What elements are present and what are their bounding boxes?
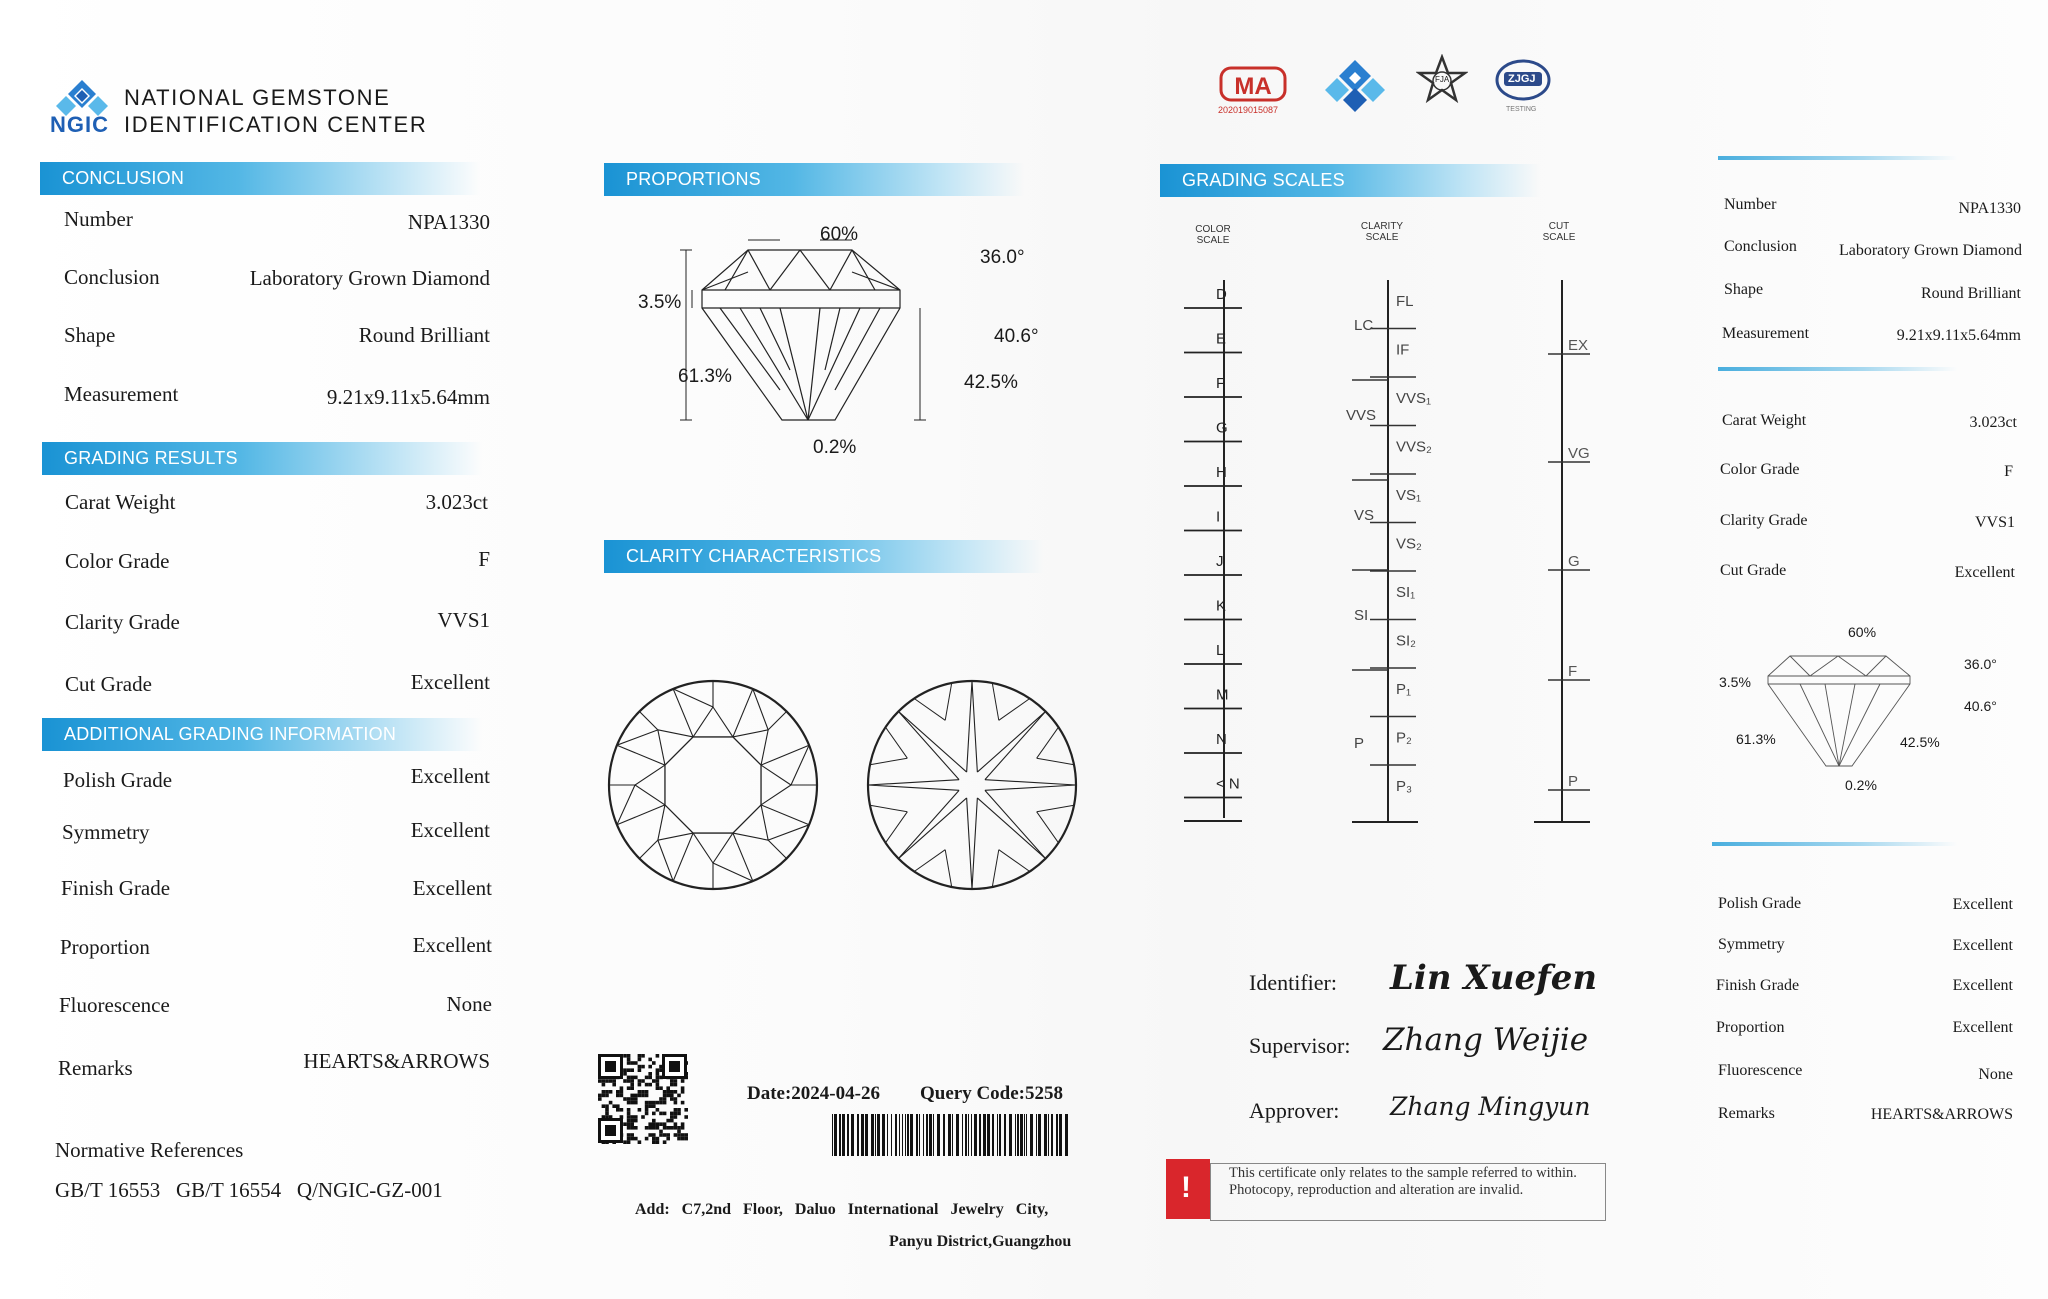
svg-text:P: P xyxy=(1568,773,1579,790)
svg-text:IF: IF xyxy=(1396,341,1410,359)
query-code: Query Code:5258 xyxy=(920,1083,1064,1104)
svg-text:N: N xyxy=(1216,731,1227,748)
svg-text:J: J xyxy=(1216,553,1224,570)
qr-code xyxy=(598,1054,688,1146)
card-fluorescence-value: None xyxy=(1978,1066,2013,1083)
grading-results-header: GRADING RESULTS xyxy=(42,442,482,475)
card-crown-angle: 36.0° xyxy=(1964,656,1997,672)
conclusion-header: CONCLUSION xyxy=(40,162,480,195)
cma-number: 202019015087 xyxy=(1218,105,1279,115)
svg-text:P: P xyxy=(1354,735,1365,752)
card-pavilion-depth: 42.5% xyxy=(1900,734,1940,750)
table-percent: 60% xyxy=(820,224,859,245)
crown-height: 3.5% xyxy=(638,292,682,313)
svg-text:FL: FL xyxy=(1396,293,1414,310)
symmetry-label: Symmetry xyxy=(62,820,150,844)
card-table: 60% xyxy=(1848,624,1877,640)
pavilion-view-diagram xyxy=(864,677,1080,893)
card-symmetry-label: Symmetry xyxy=(1718,936,1785,953)
svg-text:VVS₁: VVS₁ xyxy=(1396,390,1432,407)
svg-text:SI₂: SI₂ xyxy=(1396,632,1416,650)
card-measurement-label: Measurement xyxy=(1722,325,1810,342)
cut-scale-title xyxy=(1536,221,1582,243)
color-value: F xyxy=(478,547,490,571)
color-label: Color Grade xyxy=(65,549,170,573)
card-cut-value: Excellent xyxy=(1954,564,2015,581)
supervisor-signature: Zhang Weijie xyxy=(1383,1022,1589,1058)
svg-text:G: G xyxy=(1216,419,1228,437)
card-proportion-value: Excellent xyxy=(1952,1019,2013,1036)
card-total-depth: 61.3% xyxy=(1736,731,1776,747)
card-clarity-label: Clarity Grade xyxy=(1720,512,1808,529)
normative-refs: GB/T 16553 GB/T 16554 Q/NGIC-GZ-001 xyxy=(55,1178,443,1202)
svg-text:L: L xyxy=(1216,642,1225,659)
carat-label: Carat Weight xyxy=(65,490,176,514)
notice-icon-mark: ! xyxy=(1181,1171,1191,1204)
card-polish-label: Polish Grade xyxy=(1718,895,1802,912)
card-symmetry-value: Excellent xyxy=(1952,937,2013,954)
svg-text:VS: VS xyxy=(1354,507,1375,524)
card-carat-label: Carat Weight xyxy=(1722,412,1807,429)
clarity-scale-title xyxy=(1354,221,1410,243)
shape-label: Shape xyxy=(64,323,116,347)
svg-text:M: M xyxy=(1216,686,1229,704)
svg-text:MA: MA xyxy=(1234,73,1272,100)
ngic-small-logo-mark xyxy=(1324,58,1386,114)
card-proportion-label: Proportion xyxy=(1716,1019,1785,1036)
card-measurement-value: 9.21x9.11x5.64mm xyxy=(1896,327,2021,344)
qr-code-image xyxy=(598,1054,688,1146)
card-rule-2 xyxy=(1718,367,1958,371)
polish-value: Excellent xyxy=(410,764,490,788)
svg-text:K: K xyxy=(1216,597,1227,615)
normative-title: Normative References xyxy=(55,1138,244,1162)
conclusion-label: Conclusion xyxy=(64,265,160,289)
svg-text:P₃: P₃ xyxy=(1396,778,1413,795)
approver-label: Approver: xyxy=(1249,1098,1340,1123)
measurement-label: Measurement xyxy=(64,382,179,406)
proportion-value: Excellent xyxy=(412,933,492,957)
card-remarks-label: Remarks xyxy=(1718,1105,1775,1122)
barcode xyxy=(830,1114,1070,1156)
card-rule-1 xyxy=(1718,156,1958,160)
carat-value: 3.023ct xyxy=(425,490,488,514)
card-conclusion-value: Laboratory Grown Diamond xyxy=(1838,242,2022,259)
svg-text:VS₁: VS₁ xyxy=(1396,487,1422,504)
card-fluorescence-label: Fluorescence xyxy=(1718,1062,1803,1079)
card-finish-label: Finish Grade xyxy=(1716,977,1800,994)
clarity-label: Clarity Grade xyxy=(65,610,180,634)
additional-header: ADDITIONAL GRADING INFORMATION xyxy=(42,718,482,751)
color-scale-title xyxy=(1190,224,1236,246)
clarity-scale-title-2: SCALE xyxy=(1365,232,1399,243)
remarks-value: HEARTS&ARROWS xyxy=(303,1049,490,1073)
symmetry-value: Excellent xyxy=(410,818,490,842)
card-shape-value: Round Brilliant xyxy=(1921,285,2021,302)
identifier-signature: Lin Xuefen xyxy=(1390,958,1598,998)
clarity-value: VVS1 xyxy=(437,608,490,632)
card-color-label: Color Grade xyxy=(1720,461,1800,478)
notice-box xyxy=(1166,1159,1606,1225)
pavilion-depth: 42.5% xyxy=(964,372,1018,393)
fja-label: FJA xyxy=(1435,75,1450,84)
proportion-label: Proportion xyxy=(60,935,150,959)
crown-view-diagram xyxy=(605,677,821,893)
card-pavilion-angle: 40.6° xyxy=(1964,698,1997,714)
card-conclusion-label: Conclusion xyxy=(1724,238,1797,255)
card-carat-value: 3.023ct xyxy=(1969,414,2017,431)
svg-text:H: H xyxy=(1216,464,1227,481)
logo-text: NGIC xyxy=(50,112,109,137)
card-number-value: NPA1330 xyxy=(1958,200,2021,217)
fluorescence-value: None xyxy=(446,992,492,1016)
svg-text:E: E xyxy=(1216,330,1227,348)
clarity-scale-title-1: CLARITY xyxy=(1360,221,1404,232)
conclusion-value: Laboratory Grown Diamond xyxy=(249,266,490,290)
card-clarity-value: VVS1 xyxy=(1974,514,2015,531)
crown-angle: 36.0° xyxy=(980,247,1025,268)
identifier-label: Identifier: xyxy=(1249,970,1337,995)
zjgj-sub: TESTING xyxy=(1506,106,1537,113)
card-rule-3 xyxy=(1712,842,1958,846)
svg-text:D: D xyxy=(1216,286,1227,303)
cut-scale-title-2: SCALE xyxy=(1542,232,1576,243)
crown-plot xyxy=(605,677,821,893)
svg-text:P₁: P₁ xyxy=(1396,681,1412,698)
date: Date:2024-04-26 xyxy=(747,1083,880,1104)
svg-text:VVS: VVS xyxy=(1346,407,1377,424)
card-proportion-diagram xyxy=(1760,640,1950,770)
number-label: Number xyxy=(64,207,133,231)
barcode-image xyxy=(830,1114,1070,1156)
svg-text:LC: LC xyxy=(1354,317,1374,334)
remarks-label: Remarks xyxy=(58,1056,133,1080)
notice-text: This certificate only relates to the sample referred to within. Photocopy, reproduction and alteration are invalid. xyxy=(1229,1165,1577,1198)
pavilion-plot xyxy=(864,677,1080,893)
grading-scales-drawing xyxy=(1170,270,1610,840)
card-culet: 0.2% xyxy=(1845,777,1877,793)
fluorescence-label: Fluorescence xyxy=(59,993,170,1017)
proportions-header: PROPORTIONS xyxy=(604,163,1024,196)
svg-text:P₂: P₂ xyxy=(1396,729,1412,747)
approver-signature: Zhang Mingyun xyxy=(1390,1092,1591,1121)
card-diamond-profile xyxy=(1760,640,1950,770)
svg-text:I: I xyxy=(1216,508,1221,526)
svg-text:F: F xyxy=(1568,663,1578,680)
card-remarks-value: HEARTS&ARROWS xyxy=(1870,1106,2013,1123)
address-line1: Add: C7,2nd Floor, Daluo International Jewelry City, xyxy=(635,1201,1049,1218)
pavilion-angle: 40.6° xyxy=(994,326,1039,347)
color-scale-title-1: COLOR xyxy=(1195,224,1231,235)
number-value: NPA1330 xyxy=(407,210,490,234)
card-finish-value: Excellent xyxy=(1952,977,2013,994)
svg-text:SI₁: SI₁ xyxy=(1396,584,1416,601)
cut-value: Excellent xyxy=(410,670,490,694)
svg-text:VS₂: VS₂ xyxy=(1396,535,1422,553)
card-shape-label: Shape xyxy=(1724,281,1764,298)
total-depth: 61.3% xyxy=(678,366,732,387)
card-crown-height: 3.5% xyxy=(1719,674,1751,690)
shape-value: Round Brilliant xyxy=(358,323,490,347)
org-name-line2: IDENTIFICATION CENTER xyxy=(124,112,428,137)
grading-scales-chart xyxy=(1170,270,1610,840)
svg-text:SI: SI xyxy=(1354,607,1369,624)
card-cut-label: Cut Grade xyxy=(1720,562,1787,579)
ngic-small-logo xyxy=(1324,58,1386,114)
address-line2: Panyu District,Guangzhou xyxy=(889,1233,1072,1250)
grading-scales-header: GRADING SCALES xyxy=(1160,164,1540,197)
culet-percent: 0.2% xyxy=(813,437,857,458)
svg-text:EX: EX xyxy=(1568,337,1589,354)
cut-scale-title-1: CUT xyxy=(1548,221,1570,232)
svg-text:VVS₂: VVS₂ xyxy=(1396,438,1432,456)
color-scale-title-2: SCALE xyxy=(1196,235,1230,246)
svg-text:VG: VG xyxy=(1568,445,1590,462)
zjgj-label: ZJGJ xyxy=(1508,73,1536,85)
measurement-value: 9.21x9.11x5.64mm xyxy=(326,385,490,409)
finish-label: Finish Grade xyxy=(61,876,171,900)
card-number-label: Number xyxy=(1724,196,1777,213)
svg-text:G: G xyxy=(1568,553,1580,570)
supervisor-label: Supervisor: xyxy=(1249,1033,1351,1058)
finish-value: Excellent xyxy=(412,876,492,900)
polish-label: Polish Grade xyxy=(63,768,173,792)
card-polish-value: Excellent xyxy=(1952,896,2013,913)
cut-label: Cut Grade xyxy=(65,672,152,696)
org-name-line1: NATIONAL GEMSTONE xyxy=(124,85,391,110)
clarity-characteristics-header: CLARITY CHARACTERISTICS xyxy=(604,540,1044,573)
svg-text:< N: < N xyxy=(1216,775,1240,793)
svg-text:F: F xyxy=(1216,375,1226,392)
card-color-value: F xyxy=(2004,463,2013,480)
